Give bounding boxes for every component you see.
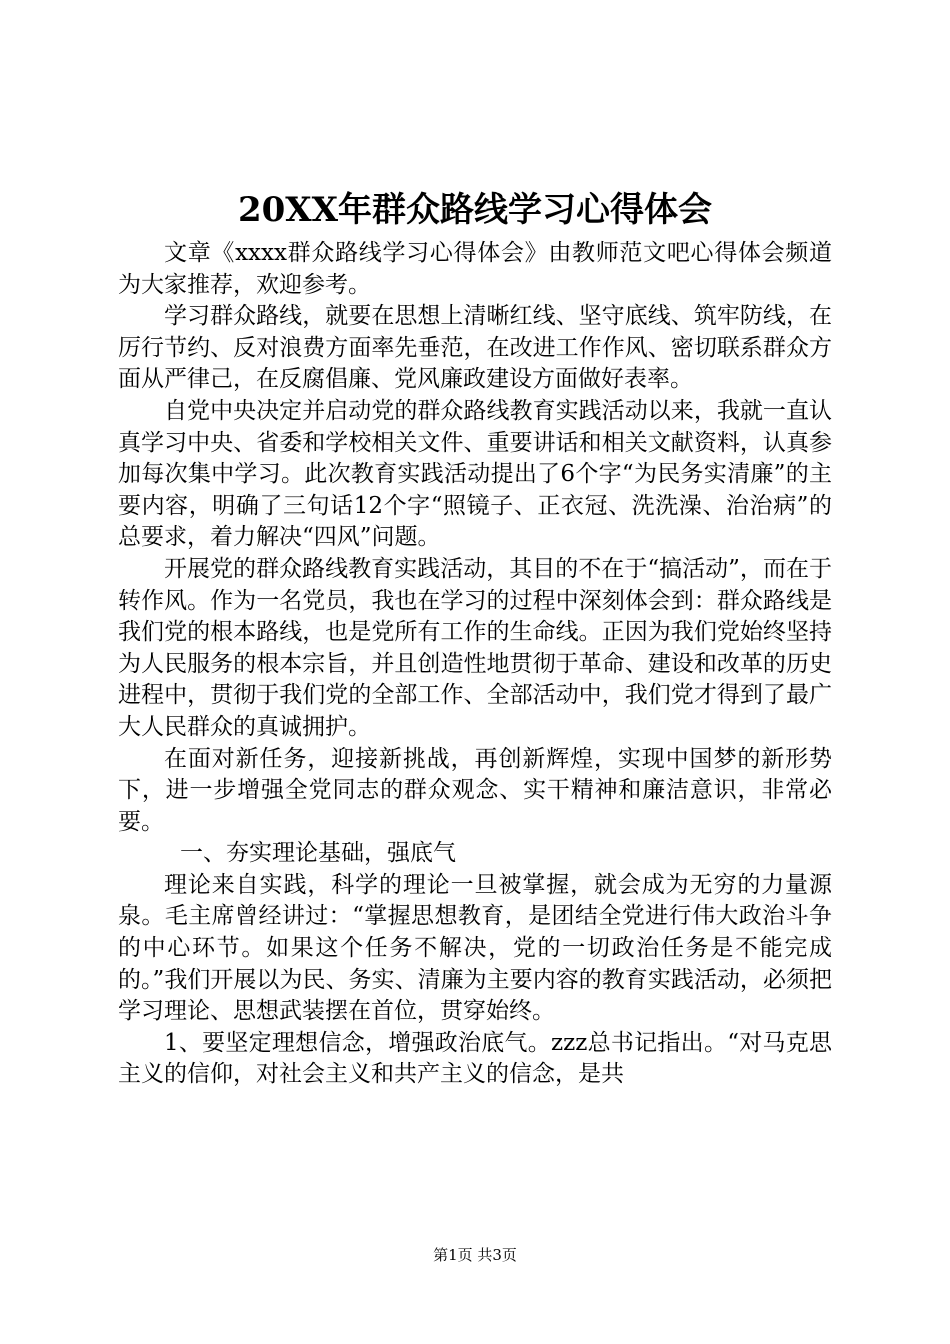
- section-heading-1: 一、夯实理论基础，强底气: [180, 840, 456, 867]
- document-title: 20XX年群众路线学习心得体会: [237, 190, 713, 230]
- paragraph-ideals: 1、要坚定理想信念，增强政治底气。zzz总书记指出。“对马克思主义的信仰，对社会主义和共产主义的信念，是共: [118, 1029, 832, 1088]
- paragraph-theory: 理论来自实践，科学的理论一旦被掌握，就会成为无穷的力量源泉。毛主席曾经讲过：“掌握思想教育，是团结全党进行伟大政治斗争的中心环节。如果这个任务不解决，党的一切政治任务是不能完成的。”我们开展以为民、务实、清廉为主要内容的教育实践活动，必须把学习理论、思想武装摆在首位，贯穿始终。: [118, 871, 832, 1025]
- page-footer: 第1页 共3页: [433, 1246, 517, 1264]
- document-body: [118, 238, 832, 1091]
- paragraph-since-launch: 自党中央决定并启动党的群众路线教育实践活动以来，我就一直认真学习中央、省委和学校相关文件、重要讲话和相关文献资料，认真参加每次集中学习。此次教育实践活动提出了6个字“为民务实清廉”的主要内容，明确了三句话12个字“照镜子、正衣冠、洗洗澡、治治病”的总要求，着力解决“四风”问题。: [118, 397, 832, 551]
- paragraph-purpose: 开展党的群众路线教育实践活动，其目的不在于“搞活动”，而在于转作风。作为一名党员，我也在学习的过程中深刻体会到：群众路线是我们党的根本路线，也是党所有工作的生命线。正因为我们党始终坚持为人民服务的根本宗旨，并且创造性地贯彻于革命、建设和改革的历史进程中，贯彻于我们党的全部工作、全部活动中，我们党才得到了最广大人民群众的真诚拥护。: [118, 555, 832, 740]
- paragraph-intro: 文章《xxxx群众路线学习心得体会》由教师范文吧心得体会频道为大家推荐，欢迎参考。: [118, 240, 832, 298]
- paragraph-new-tasks: 在面对新任务，迎接新挑战，再创新辉煌，实现中国梦的新形势下，进一步增强全党同志的群众观念、实干精神和廉洁意识，非常必要。: [118, 745, 832, 835]
- paragraph-mass-line: 学习群众路线，就要在思想上清晰红线、坚守底线、筑牢防线，在厉行节约、反对浪费方面率先垂范，在改进工作作风、密切联系群众方面从严律己，在反腐倡廉、党风廉政建设方面做好表率。: [118, 303, 832, 393]
